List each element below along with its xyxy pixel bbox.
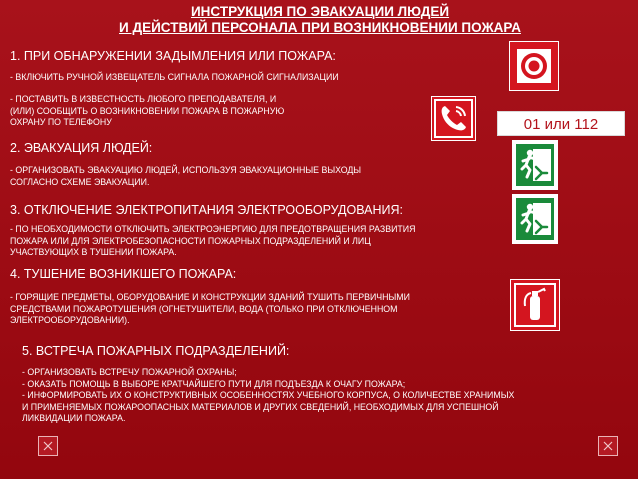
section-4-heading: 4. ТУШЕНИЕ ВОЗНИКШЕГО ПОЖАРА: (10, 267, 237, 281)
page-title (40, 4, 600, 36)
section-4-item-1: - ГОРЯЩИЕ ПРЕДМЕТЫ, ОБОРУДОВАНИЕ И КОНСТРУКЦИИ ЗДАНИЙ ТУШИТЬ ПЕРВИЧНЫМИ СРЕДСТВАМИ ПОЖАРОТУШЕНИЯ (ОГНЕТУШИТЕЛИ, ВОДА (ТОЛЬКО ПРИ ОТКЛЮЧЕННОМ ЭЛЕКТРООБОРУДОВАНИИ). (10, 292, 410, 325)
section-2-heading: 2. ЭВАКУАЦИЯ ЛЮДЕЙ: (10, 141, 153, 155)
fire-extinguisher-icon (510, 279, 560, 331)
title-line-1: ИНСТРУКЦИЯ ПО ЭВАКУАЦИИ ЛЮДЕЙ (190, 4, 450, 19)
emergency-exit-icon-2 (512, 194, 558, 244)
arrow-right-icon (599, 437, 617, 455)
fire-phone-icon (431, 96, 476, 141)
section-5-heading: 5. ВСТРЕЧА ПОЖАРНЫХ ПОДРАЗДЕЛЕНИЙ: (22, 344, 290, 358)
section-5-items: - ОРГАНИЗОВАТЬ ВСТРЕЧУ ПОЖАРНОЙ ОХРАНЫ; - ОКАЗАТЬ ПОМОЩЬ В ВЫБОРЕ КРАТЧАЙШЕГО ПУТИ ДЛЯ ПОДЪЕЗДА К ОЧАГУ ПОЖАРА; - ИНФОРМИРОВАТЬ ИХ О КОНСТРУКТИВНЫХ ОСОБЕННОСТЯХ УЧЕБНОГО КОРПУСА, О КОЛИЧЕСТВЕ ХРАНИМЫХ И ПРИМЕНЯЕМЫХ ПОЖАРООПАСНЫХ МАТЕРИАЛОВ И ДРУГИХ СВЕДЕНИЙ, НЕОБХОДИМЫХ ДЛЯ УСПЕШНОЙ ЛИКВИДАЦИИ ПОЖАРА. (22, 367, 515, 423)
title-line-2: И ДЕЙСТВИЙ ПЕРСОНАЛА ПРИ ВОЗНИКНОВЕНИИ ПОЖАРА (119, 20, 521, 35)
section-2-item-1: - ОРГАНИЗОВАТЬ ЭВАКУАЦИЮ ЛЮДЕЙ, ИСПОЛЬЗУЯ ЭВАКУАЦИОННЫЕ ВЫХОДЫ СОГЛАСНО СХЕМЕ ЭВАКУАЦИИ. (10, 165, 362, 187)
section-3-heading: 3. ОТКЛЮЧЕНИЕ ЭЛЕКТРОПИТАНИЯ ЭЛЕКТРООБОРУДОВАНИЯ: (10, 203, 404, 217)
previous-slide-button[interactable] (38, 436, 58, 456)
fire-alarm-button-icon (509, 41, 559, 91)
section-1-heading: 1. ПРИ ОБНАРУЖЕНИИ ЗАДЫМЛЕНИЯ ИЛИ ПОЖАРА: (10, 49, 336, 63)
arrow-left-icon (39, 437, 57, 455)
next-slide-button[interactable] (598, 436, 618, 456)
section-3-item-1: - ПО НЕОБХОДИМОСТИ ОТКЛЮЧИТЬ ЭЛЕКТРОЭНЕРГИЮ ДЛЯ ПРЕДОТВРАЩЕНИЯ РАЗВИТИЯ ПОЖАРА ИЛИ ДЛЯ ЭЛЕКТРОБЕЗОПАСНОСТИ ПОЖАРНЫХ ПОДРАЗДЕЛЕНИЙ И ЛИЦ УЧАСТВУЮЩИХ В ТУШЕНИИ ПОЖАРА. (10, 224, 416, 257)
section-1-item-1: - ВКЛЮЧИТЬ РУЧНОЙ ИЗВЕЩАТЕЛЬ СИГНАЛА ПОЖАРНОЙ СИГНАЛИЗАЦИИ (10, 72, 339, 82)
section-1-item-2: - ПОСТАВИТЬ В ИЗВЕСТНОСТЬ ЛЮБОГО ПРЕПОДАВАТЕЛЯ, И (ИЛИ) СООБЩИТЬ О ВОЗНИКНОВЕНИИ ПОЖАРА В ПОЖАРНУЮ ОХРАНУ ПО ТЕЛЕФОНУ (10, 94, 285, 127)
emergency-phone-badge: 01 или 112 (497, 111, 625, 136)
emergency-exit-icon (512, 140, 558, 190)
